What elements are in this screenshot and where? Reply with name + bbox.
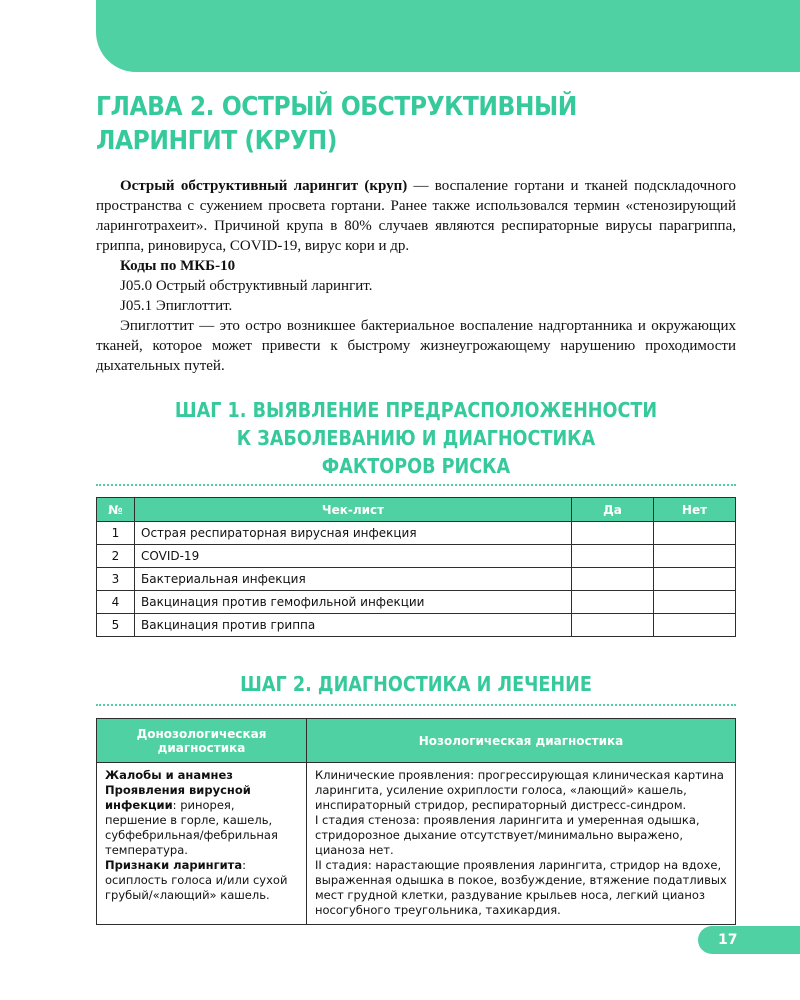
table-row: [97, 614, 736, 637]
row-item: Бактериальная инфекция: [135, 568, 572, 591]
definition-paragraph: [96, 176, 736, 256]
stenosis-stage-2: II стадия: нарастающие проявления ларингита, стридор на вдохе, выраженная одышка в покое, возбуждение, втяжение податливых мест грудной клетки, раздувание крыльев носа, легкий цианоз носогубного треугольника, тахикардия.: [315, 858, 727, 917]
viral-signs: [105, 783, 298, 858]
header-band: [96, 0, 800, 72]
definition-text: — воспаление гортани и тканей подскладочного пространства с сужением просвета гортани. Ранее также использовался термин «стенозирующий ларинготрахеит». Причиной крупа в 80% случаев являются респираторные вирусы парагриппа, гриппа, риновируса, COVID-19, вирус кори и др.: [96, 178, 736, 254]
row-item: COVID-19: [135, 545, 572, 568]
nosological-cell: [307, 763, 736, 925]
complaints-heading: Жалобы и анамнез: [105, 768, 233, 782]
laryngitis-signs: [105, 858, 298, 903]
step2-title-text: ШАГ 2. ДИАГНОСТИКА И ЛЕЧЕНИЕ: [240, 672, 592, 696]
epiglottitis-paragraph: Эпиглоттит — это остро возникшее бактериальное воспаление надгортанника и окружающих тканей, которое может привести к быстрому жизнеугрожающему нарушению проходимости дыхательных путей.: [96, 318, 736, 374]
no-cell[interactable]: [654, 568, 736, 591]
column-header-no: Нет: [654, 498, 736, 522]
table-row: [97, 545, 736, 568]
step1-title: [96, 396, 736, 480]
row-item: Вакцинация против гемофильной инфекции: [135, 591, 572, 614]
laryngitis-label: Признаки ларингита: [105, 858, 243, 872]
column-header-item: Чек-лист: [135, 498, 572, 522]
no-cell[interactable]: [654, 545, 736, 568]
chapter-title-line1: ГЛАВА 2. ОСТРЫЙ ОБСТРУКТИВНЫЙ: [96, 92, 577, 122]
laryngitis-text: : осиплость голоса и/или сухой грубый/«лающий» кашель.: [105, 858, 288, 902]
row-number: 4: [97, 591, 135, 614]
column-header-num: №: [97, 498, 135, 522]
table-row: [97, 522, 736, 545]
chapter-title-line2: ЛАРИНГИТ (КРУП): [96, 126, 338, 156]
icd-code-2: J05.1 Эпиглоттит.: [120, 298, 233, 314]
row-number: 1: [97, 522, 135, 545]
page-number: 17: [698, 926, 800, 954]
diagnostics-table: [96, 718, 736, 925]
step1-title-line1: ШАГ 1. ВЫЯВЛЕНИЕ ПРЕДРАСПОЛОЖЕННОСТИ: [174, 398, 658, 422]
checklist-table: [96, 497, 736, 637]
icd-heading: [96, 256, 736, 276]
prenosological-cell: [97, 763, 307, 925]
row-item: Вакцинация против гриппа: [135, 614, 572, 637]
viral-text: : ринорея, першение в горле, кашель, субфебрильная/фебрильная температура.: [105, 798, 278, 857]
chapter-title: [96, 90, 654, 158]
step1-title-line2: К ЗАБОЛЕВАНИЮ И ДИАГНОСТИКА: [236, 426, 596, 450]
yes-cell[interactable]: [572, 522, 654, 545]
table-row: [97, 763, 736, 925]
column-header-nosological: Нозологическая диагностика: [307, 719, 736, 763]
icd-code-1: J05.0 Острый обструктивный ларингит.: [120, 278, 373, 294]
clinical-manifestations: Клинические проявления: прогрессирующая клиническая картина ларингита, усиление охриплости голоса, «лающий» кашель, инспираторный стридор, респираторный дистресс-синдром.: [315, 768, 724, 812]
no-cell[interactable]: [654, 614, 736, 637]
icd-heading-text: Коды по МКБ-10: [120, 258, 236, 274]
row-item: Острая респираторная вирусная инфекция: [135, 522, 572, 545]
intro-section: [96, 176, 736, 376]
dotted-divider: [96, 484, 736, 486]
column-header-prenosological: Донозологическая диагностика: [97, 719, 307, 763]
yes-cell[interactable]: [572, 591, 654, 614]
step1-title-line3: ФАКТОРОВ РИСКА: [321, 454, 511, 478]
yes-cell[interactable]: [572, 568, 654, 591]
viral-label: Проявления вирусной инфекции: [105, 783, 251, 812]
no-cell[interactable]: [654, 522, 736, 545]
yes-cell[interactable]: [572, 545, 654, 568]
row-number: 5: [97, 614, 135, 637]
definition-term: Острый обструктивный ларингит (круп): [120, 178, 408, 194]
step2-title: [96, 670, 736, 698]
row-number: 2: [97, 545, 135, 568]
dotted-divider: [96, 704, 736, 706]
table-row: [97, 591, 736, 614]
column-header-yes: Да: [572, 498, 654, 522]
table-row: [97, 568, 736, 591]
no-cell[interactable]: [654, 591, 736, 614]
row-number: 3: [97, 568, 135, 591]
stenosis-stage-1: I стадия стеноза: проявления ларингита и умеренная одышка, стридорозное дыхание отсутствует/минимально выражено, цианоза нет.: [315, 813, 700, 857]
checklist-header-row: [97, 498, 736, 522]
diagnostics-header-row: [97, 719, 736, 763]
yes-cell[interactable]: [572, 614, 654, 637]
